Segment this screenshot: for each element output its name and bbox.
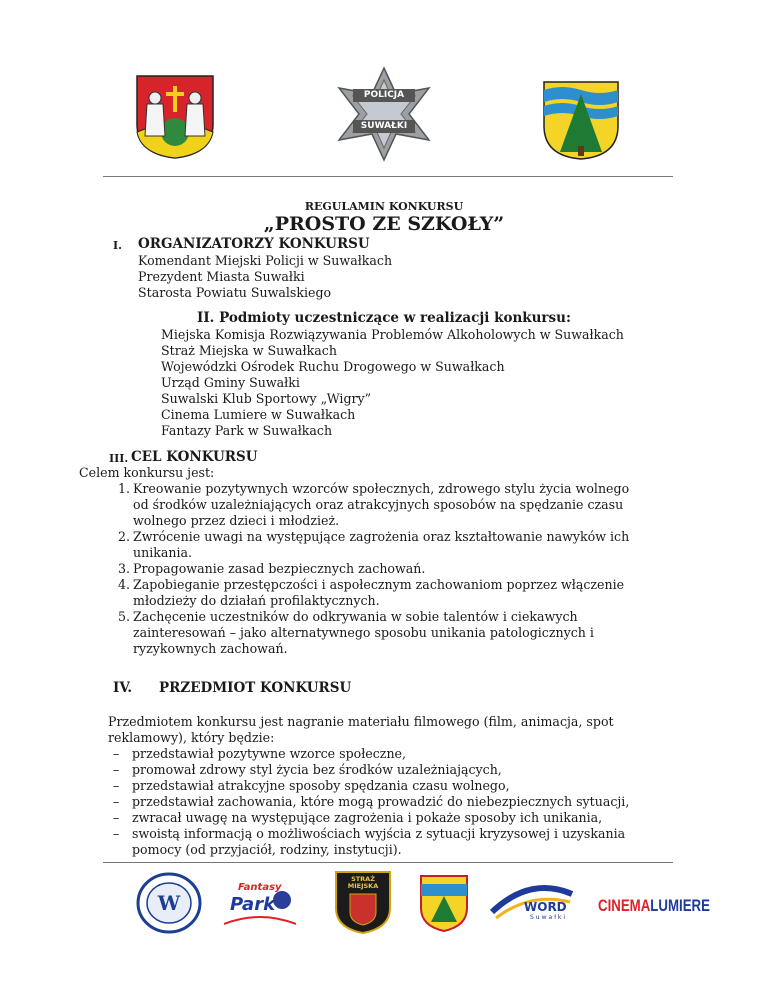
subject-item: przedstawiał zachowania, które mogą prowadzić do niebezpiecznych sytuacji, <box>132 794 630 809</box>
bullet-dash: – <box>113 778 120 793</box>
fantasy-text: Fantasy <box>238 882 282 893</box>
goal-number: 2. <box>118 529 131 544</box>
fantasy-park-logo <box>224 880 296 926</box>
police-badge <box>329 66 439 162</box>
cinema-lumiere-logo <box>598 896 710 916</box>
organizer-item: Prezydent Miasta Suwałki <box>138 269 305 284</box>
goal-number: 3. <box>118 561 131 576</box>
bullet-dash: – <box>113 810 120 825</box>
section-3-number: III. <box>109 452 129 465</box>
bottom-divider <box>103 862 673 863</box>
lumiere-text: LUMIERE <box>650 896 710 915</box>
goal-number: 1. <box>118 481 131 496</box>
goal-number: 5. <box>118 609 131 624</box>
bullet-dash: – <box>113 746 120 761</box>
participant-item: Straż Miejska w Suwałkach <box>161 343 337 358</box>
goal-line: od środków uzależniających oraz atrakcyjnych sposobów na spędzanie czasu <box>133 497 624 512</box>
participant-item: Wojewódzki Ośrodek Ruchu Drogowego w Suwałkach <box>161 359 505 374</box>
participant-item: Urząd Gminy Suwałki <box>161 375 300 390</box>
document-subtitle: „PROSTO ZE SZKOŁY” <box>263 213 505 235</box>
bullet-dash: – <box>113 826 120 841</box>
goal-line: ryzykownych zachowań. <box>133 641 288 656</box>
bullet-dash: – <box>113 762 120 777</box>
participant-item: Cinema Lumiere w Suwałkach <box>161 407 356 422</box>
subject-item: promował zdrowy styl życia bez środków uzależniających, <box>132 762 502 777</box>
coat-of-arms-city-icon <box>135 74 215 159</box>
goal-line: zainteresowań – jako alternatywnego sposobu unikania patologicznych i <box>133 625 594 640</box>
goal-line: Zapobieganie przestępczości i aspołecznym zachowaniom poprzez włączenie <box>133 577 625 592</box>
goal-line: młodzieży do działań profilaktycznych. <box>133 593 380 608</box>
section-3-intro: Celem konkursu jest: <box>79 465 215 480</box>
participant-item: Miejska Komisja Rozwiązywania Problemów Alkoholowych w Suwałkach <box>161 327 624 342</box>
goal-line: Propagowanie zasad bezpiecznych zachowań. <box>133 561 426 576</box>
cinema-text: CINEMA <box>598 896 651 915</box>
police-badge-bottom-text: SUWAŁKI <box>353 120 415 133</box>
section-4-intro: reklamowy), który będzie: <box>108 730 275 745</box>
police-badge-top-text: POLICJA <box>353 89 415 102</box>
goal-line: Zachęcenie uczestników do odkrywania w sobie talentów i ciekawych <box>133 609 578 624</box>
straz-text: STRAŻ MIEJSKA <box>347 875 379 890</box>
wigry-badge-icon <box>136 872 202 934</box>
subject-item: swoistą informacją o możliwościach wyjścia z sytuacji kryzysowej i uzyskania <box>132 826 626 841</box>
section-1-title: ORGANIZATORZY KONKURSU <box>138 236 370 252</box>
subject-item: zwracał uwagę na występujące zagrożenia i pokaże sposoby ich unikania, <box>132 810 603 825</box>
subject-item: przedstawiał pozytywne wzorce społeczne, <box>132 746 407 761</box>
document-title: REGULAMIN KONKURSU <box>304 200 464 213</box>
section-4-number: IV. <box>113 680 133 696</box>
section-4-intro: Przedmiotem konkursu jest nagranie materiału filmowego (film, animacja, spot <box>108 714 614 729</box>
coat-of-arms-gmina-icon <box>419 874 469 932</box>
goal-line: wolnego przez dzieci i młodzież. <box>133 513 340 528</box>
subject-item: przedstawiał atrakcyjne sposoby spędzania czasu wolnego, <box>132 778 510 793</box>
subject-item: pomocy (od przyjaciół, rodziny, instytucji). <box>132 842 402 857</box>
section-1-number: I. <box>113 239 122 252</box>
bullet-dash: – <box>113 794 120 809</box>
top-divider <box>103 176 673 177</box>
participant-item: Fantazy Park w Suwałkach <box>161 423 333 438</box>
word-logo <box>490 882 574 926</box>
section-3-title: CEL KONKURSU <box>131 449 258 465</box>
svg-text:W: W <box>157 891 181 915</box>
coat-of-arms-county-icon <box>542 80 620 160</box>
section-4-title: PRZEDMIOT KONKURSU <box>159 680 352 696</box>
word-text: WORD <box>524 900 567 914</box>
police-star-icon <box>329 66 439 162</box>
organizer-item: Komendant Miejski Policji w Suwałkach <box>138 253 393 268</box>
goal-line: unikania. <box>133 545 193 560</box>
straz-miejska-badge <box>334 870 392 934</box>
organizer-item: Starosta Powiatu Suwalskiego <box>138 285 332 300</box>
participant-item: Suwalski Klub Sportowy „Wigry” <box>161 391 372 406</box>
goal-line: Kreowanie pozytywnych wzorców społecznych, zdrowego stylu życia wolnego <box>133 481 630 496</box>
goal-line: Zwrócenie uwagi na występujące zagrożenia oraz kształtowanie nawyków ich <box>133 529 630 544</box>
section-2-title: II. Podmioty uczestniczące w realizacji konkursu: <box>197 310 571 326</box>
word-sub-text: Suwałki <box>530 914 568 921</box>
goal-number: 4. <box>118 577 131 592</box>
park-text: Park <box>230 894 276 915</box>
